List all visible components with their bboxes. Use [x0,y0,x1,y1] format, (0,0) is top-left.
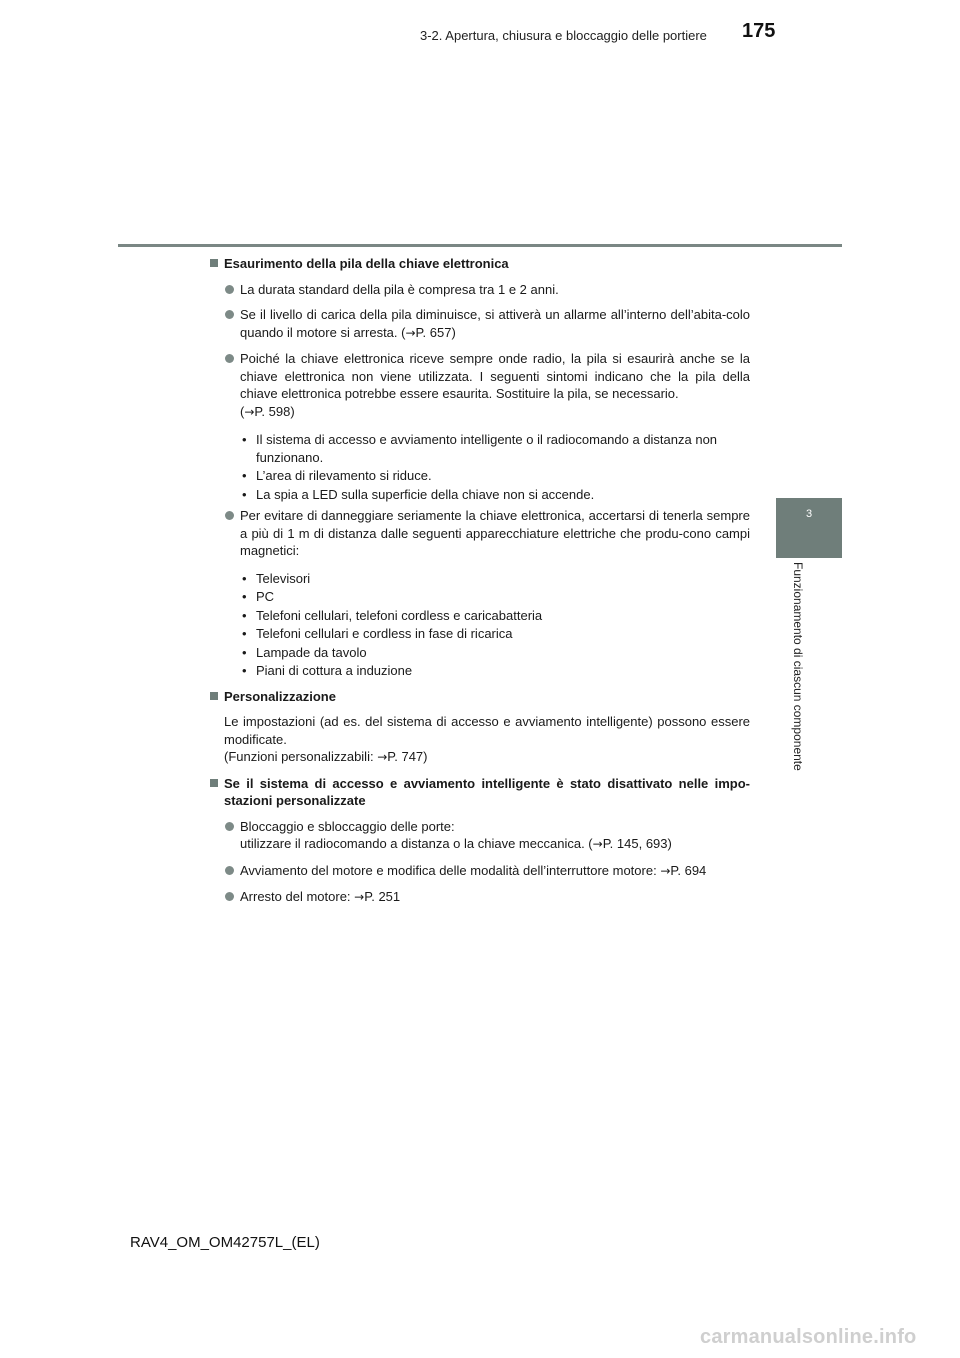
ref-open: (Funzioni personalizzabili: [224,749,378,764]
list-item [210,350,750,421]
symptom-list [240,431,750,503]
section-title: Personalizzazione [224,688,336,704]
page-reference[interactable]: P. 251 [364,889,401,904]
arrow-icon: → [244,404,255,419]
list-item [210,281,750,299]
footer-document-code: RAV4_OM_OM42757L_(EL) [130,1234,320,1251]
list-item [210,507,750,560]
bullet-text: Arresto del motore: [240,889,355,904]
circle-bullet-icon [225,822,234,831]
ref-open: ( [240,403,245,419]
bullet-text: Bloccaggio e sbloccaggio delle porte: [240,818,455,834]
square-bullet-icon [210,779,218,787]
section-heading-disabled [210,775,750,810]
chapter-tab [776,498,842,558]
list-item: • PC [240,588,750,606]
list-item [210,888,750,907]
list-item: • Telefoni cellulari e cordless in fase di ricarica [240,625,750,643]
square-bullet-icon [210,259,218,267]
circle-bullet-icon [225,866,234,875]
paragraph [210,713,750,767]
section-heading-battery [210,255,750,273]
list-item [210,306,750,342]
arrow-icon: → [592,837,603,851]
bullet-text: La durata standard della pila è compresa tra 1 e 2 anni. [240,281,559,297]
page-number: 175 [742,20,776,42]
circle-bullet-icon [225,511,234,520]
arrow-icon: → [660,863,671,878]
paragraph-text: Le impostazioni (ad es. del sistema di accesso e avviamento intelligente) possono essere modificate. [224,714,750,747]
watermark: carmanualsonline.info [700,1326,917,1348]
list-item: • Telefoni cellulari, telefoni cordless e caricabatteria [240,607,750,625]
arrow-icon: → [405,325,416,340]
section-title: Esaurimento della pila della chiave elettronica [224,256,509,271]
page-reference[interactable]: P. 145, 693) [602,836,672,851]
list-item [210,818,750,854]
bullet-text: Per evitare di danneggiare seriamente la chiave elettronica, accertarsi di tenerla sempre a più di 1 m di distanza dalle seguenti apparecchiature elettriche che produ-cono campi magnetici: [240,508,750,558]
square-bullet-icon [210,692,218,700]
list-item [210,862,750,881]
arrow-icon: → [354,890,365,904]
section-heading-customization [210,688,750,706]
header-section-title: 3-2. Apertura, chiusura e bloccaggio delle portiere [420,28,707,43]
bullet-text: Avviamento del motore e modifica delle modalità dell’interruttore motore: [240,862,661,878]
list-item: • Televisori [240,570,750,588]
page-reference[interactable]: P. 598) [254,403,295,419]
bullet-text: utilizzare il radiocomando a distanza o la chiave meccanica. ( [240,836,593,851]
list-item: • Piani di cottura a induzione [240,662,750,680]
page-content [210,255,750,915]
circle-bullet-icon [225,285,234,294]
chapter-number: 3 [805,508,813,520]
bullet-text: Poiché la chiave elettronica riceve sempre onde radio, la pila si esaurirà anche se la chiave elettronica non viene utilizzata. I seguenti sintomi indicano che la pila della chiave elettronica potrebbe essere esaurita. Sostituire la pila, se necessario. [240,351,750,401]
header-rule [118,244,842,247]
page-reference[interactable]: P. 694 [670,862,707,878]
arrow-icon: → [377,750,388,764]
device-list [240,570,750,680]
page-reference[interactable]: P. 747) [387,749,428,764]
chapter-label: Funzionamento di ciascun componente [791,562,805,771]
circle-bullet-icon [225,310,234,319]
circle-bullet-icon [225,354,234,363]
page-reference[interactable]: P. 657) [415,324,456,340]
list-item: • Lampade da tavolo [240,644,750,662]
circle-bullet-icon [225,892,234,901]
section-title: Se il sistema di accesso e avviamento intelligente è stato disattivato nelle impo-stazioni personalizzate [224,775,750,808]
bullet-text: Se il livello di carica della pila diminuisce, si attiverà un allarme all’interno dell’abita-colo quando il motore si arresta. ( [240,307,750,340]
list-item: • La spia a LED sulla superficie della chiave non si accende. [240,486,750,504]
list-item: • L’area di rilevamento si riduce. [240,467,750,485]
list-item: • Il sistema di accesso e avviamento intelligente o il radiocomando a distanza non funzionano. [240,431,750,466]
